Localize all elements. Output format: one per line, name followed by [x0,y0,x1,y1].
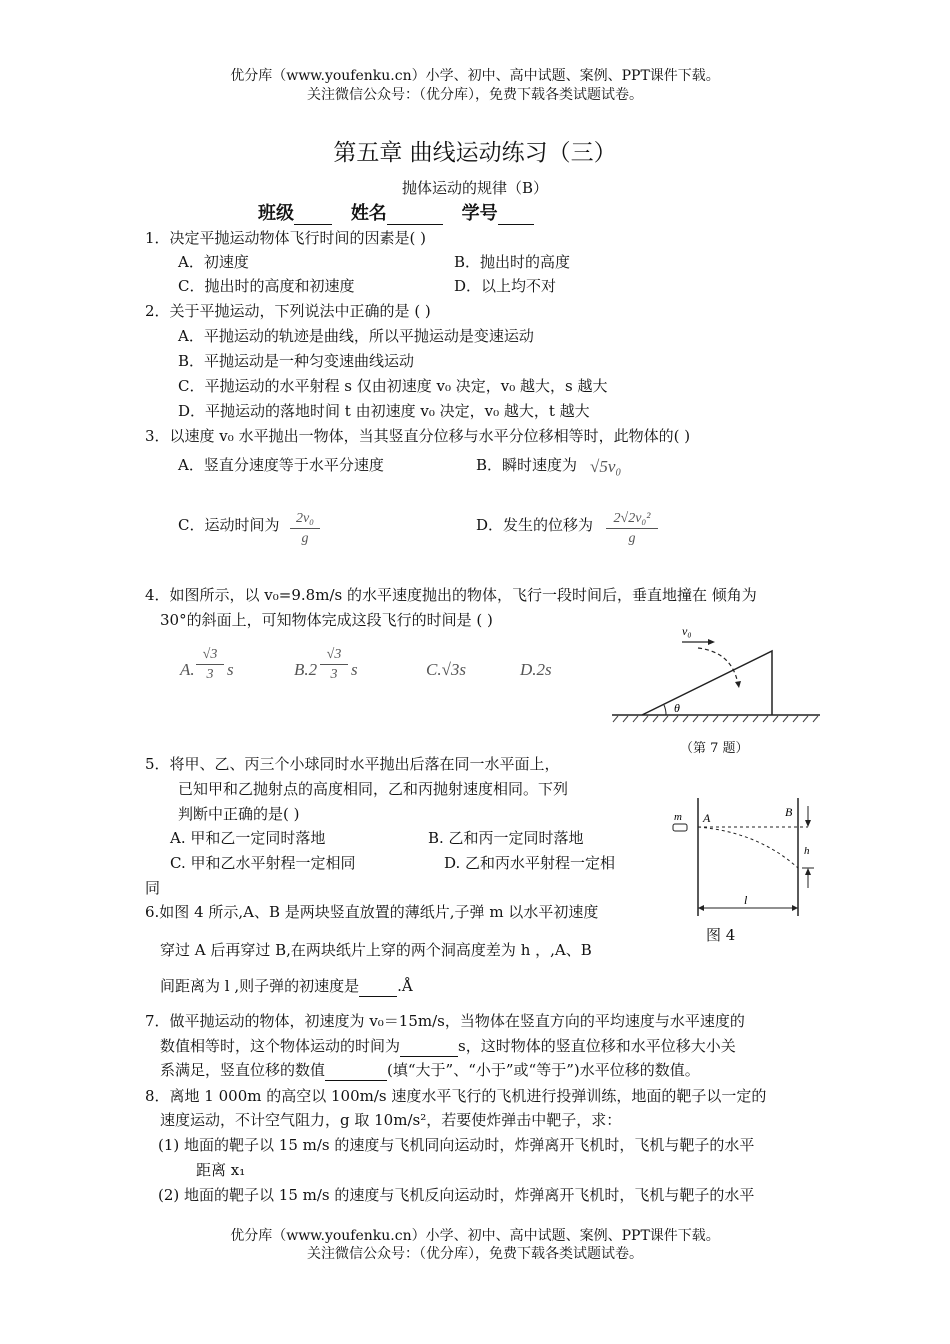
incline-triangle [642,651,772,715]
q4-b-denominator: 3 [330,667,338,682]
q5-option-d: D. 乙和丙水平射程一定相 [444,854,616,872]
q4-option-b-fraction [320,646,348,685]
q7-time-blank[interactable] [400,1036,458,1057]
q3-option-d-fraction [606,510,658,549]
q7-line-3 [160,1060,700,1081]
angle-arc [664,705,666,715]
page-title: 第五章 曲线运动练习（三） [333,140,617,166]
q3-option-b: B．瞬时速度为 [476,456,578,474]
q4-a-numerator: √3 [196,646,224,665]
v0-label: v₀ [682,624,692,638]
name-blank[interactable] [387,203,443,225]
q1-option-a: A．初速度 [178,253,249,271]
trajectory-dashed [698,648,738,684]
q8-part-2-line-1: (2) 地面的靶子以 15 m/s 的速度与飞机反向运动时，炸弹离开飞机时，飞机与靶子的水平 [158,1186,755,1204]
q2-stem: 2．关于平抛运动，下列说法中正确的是 ( ) [145,302,431,320]
class-line [258,199,534,225]
theta-label: θ [674,701,680,715]
name-label: 姓名 [350,203,387,224]
q1-option-c: C．抛出时的高度和初速度 [178,277,355,295]
footer-line-2: 关注微信公众号：（优分库），免费下载各类试题试卷。 [307,1246,643,1262]
q2-option-a: A．平抛运动的轨迹是曲线，所以平抛运动是变速运动 [178,327,534,345]
q7-line-3-text: 系满足，竖直位移的数值 [160,1061,326,1079]
q3-option-b-expr: √5v₀ [590,457,622,476]
h-label: h [804,845,810,857]
q3-d-numerator: 2√2v₀² [606,510,658,529]
q4-b-numerator: √3 [320,646,348,665]
q8-line-2: 速度运动，不计空气阻力，g 取 10m/s²，若要使炸弹击中靶子，求： [160,1111,622,1129]
q7-line-2 [160,1036,736,1057]
q1-stem: 1．决定平抛运动物体飞行时间的因素是( ) [145,229,427,247]
trajectory-dashed [698,827,798,868]
a-label: A [703,811,711,825]
q8-line-1: 8．离地 1 000m 的高空以 100m/s 速度水平飞行的飞机进行投弹训练，地面的靶子以一定的 [145,1087,767,1105]
q3-stem: 3．以速度 v₀ 水平抛出一物体，当其竖直分位移与水平分位移相等时，此物体的( ) [145,427,691,445]
fig7-caption: （第 7 题） [680,741,749,756]
bullet [673,824,687,831]
q3-option-c-fraction [290,510,320,549]
class-blank[interactable] [294,203,332,225]
q6-answer-blank[interactable] [359,976,397,997]
q2-option-b: B．平抛运动是一种匀变速曲线运动 [178,352,415,370]
b-label: B [785,805,793,819]
q7-line-1: 7．做平抛运动的物体，初速度为 v₀＝15m/s，当物体在竖直方向的平均速度与水平速度的 [145,1012,745,1030]
q2-option-d: D．平抛运动的落地时间 t 由初速度 v₀ 决定，v₀ 越大，t 越大 [178,402,590,420]
page-subtitle: 抛体运动的规律（B） [401,179,549,197]
q4-option-a-fraction [196,646,224,685]
q3-option-a: A．竖直分速度等于水平分速度 [178,456,384,474]
q4-option-b-unit: s [351,660,358,679]
q5-option-b: B. 乙和丙一定同时落地 [428,829,584,847]
q7-line-2-tail: s，这时物体的竖直位移和水平位移大小关 [458,1037,736,1055]
q8-part-1-line-2: 距离 x₁ [196,1161,246,1179]
ground-hatch [613,716,818,722]
q3-option-c: C．运动时间为 [178,516,280,534]
q4-line-2: 30°的斜面上，可知物体完成这段飞行的时间是 ( ) [160,611,493,629]
q3-c-denominator: g [301,531,309,546]
q7-line-3-tail: (填“大于”、“小于”或“等于”)水平位移的数值。 [387,1061,700,1079]
q4-option-a-unit: s [227,660,234,679]
id-blank[interactable] [498,203,534,225]
q3-option-d: D．发生的位移为 [476,516,594,534]
q7-compare-blank[interactable] [325,1060,387,1081]
header-line-2: 关注微信公众号：（优分库），免费下载各类试题试卷。 [307,87,643,103]
q4-option-d: D.2s [520,660,552,679]
q1-option-b: B．抛出时的高度 [454,253,571,271]
q8-part-1-line-1: (1) 地面的靶子以 15 m/s 的速度与飞机同向运动时，炸弹离开飞机时，飞机与靶子的水平 [158,1136,755,1154]
q5-line-1: 5．将甲、乙、丙三个小球同时水平抛出后落在同一水平面上， [145,755,560,773]
q6-line-3-tail: .Å [397,977,413,995]
q6-line-1: 6.如图 4 所示,A、B 是两块竖直放置的薄纸片,子弹 m 以水平初速度 [145,903,599,921]
q2-option-c: C．平抛运动的水平射程 s 仅由初速度 v₀ 决定，v₀ 越大，s 越大 [178,377,608,395]
header-line-1: 优分库（www.youfenku.cn）小学、初中、高中试题、案例、PPT课件下载。 [230,68,720,84]
q6-line-3 [160,976,413,997]
q4-option-a-label: A. [180,660,195,679]
q5-option-d-tail: 同 [145,879,161,897]
q5-option-c: C. 甲和乙水平射程一定相同 [170,854,356,872]
q7-line-2-text: 数值相等时，这个物体运动的时间为 [160,1037,401,1055]
bullet-figure [668,796,828,921]
class-label: 班级 [258,203,294,224]
q4-a-denominator: 3 [206,667,214,682]
q6-line-2: 穿过 A 后再穿过 B,在两块纸片上穿的两个洞高度差为 h ，,A、B [160,941,592,959]
id-label: 学号 [461,203,498,224]
m-label: m [674,811,682,823]
q1-option-d: D．以上均不对 [454,277,557,295]
footer-line-1: 优分库（www.youfenku.cn）小学、初中、高中试题、案例、PPT课件下载。 [230,1228,720,1244]
q5-option-a: A. 甲和乙一定同时落地 [170,829,326,847]
q5-line-2: 已知甲和乙抛射点的高度相同，乙和丙抛射速度相同。下列 [178,780,569,798]
q4-option-b-label: B.2 [294,660,318,679]
incline-figure [612,624,822,724]
q4-option-c: C.√3s [426,660,467,679]
q6-line-3-text: 间距离为 l ,则子弹的初速度是 [160,977,360,995]
q3-d-denominator: g [628,531,636,546]
q5-line-3: 判断中正确的是( ) [178,805,300,823]
q4-line-1: 4．如图所示，以 v₀=9.8m/s 的水平速度抛出的物体，飞行一段时间后，垂直地撞在 倾角为 [145,586,757,604]
l-label: l [744,893,748,907]
q3-c-numerator: 2v₀ [290,510,320,529]
fig4-caption: 图 4 [706,926,736,944]
